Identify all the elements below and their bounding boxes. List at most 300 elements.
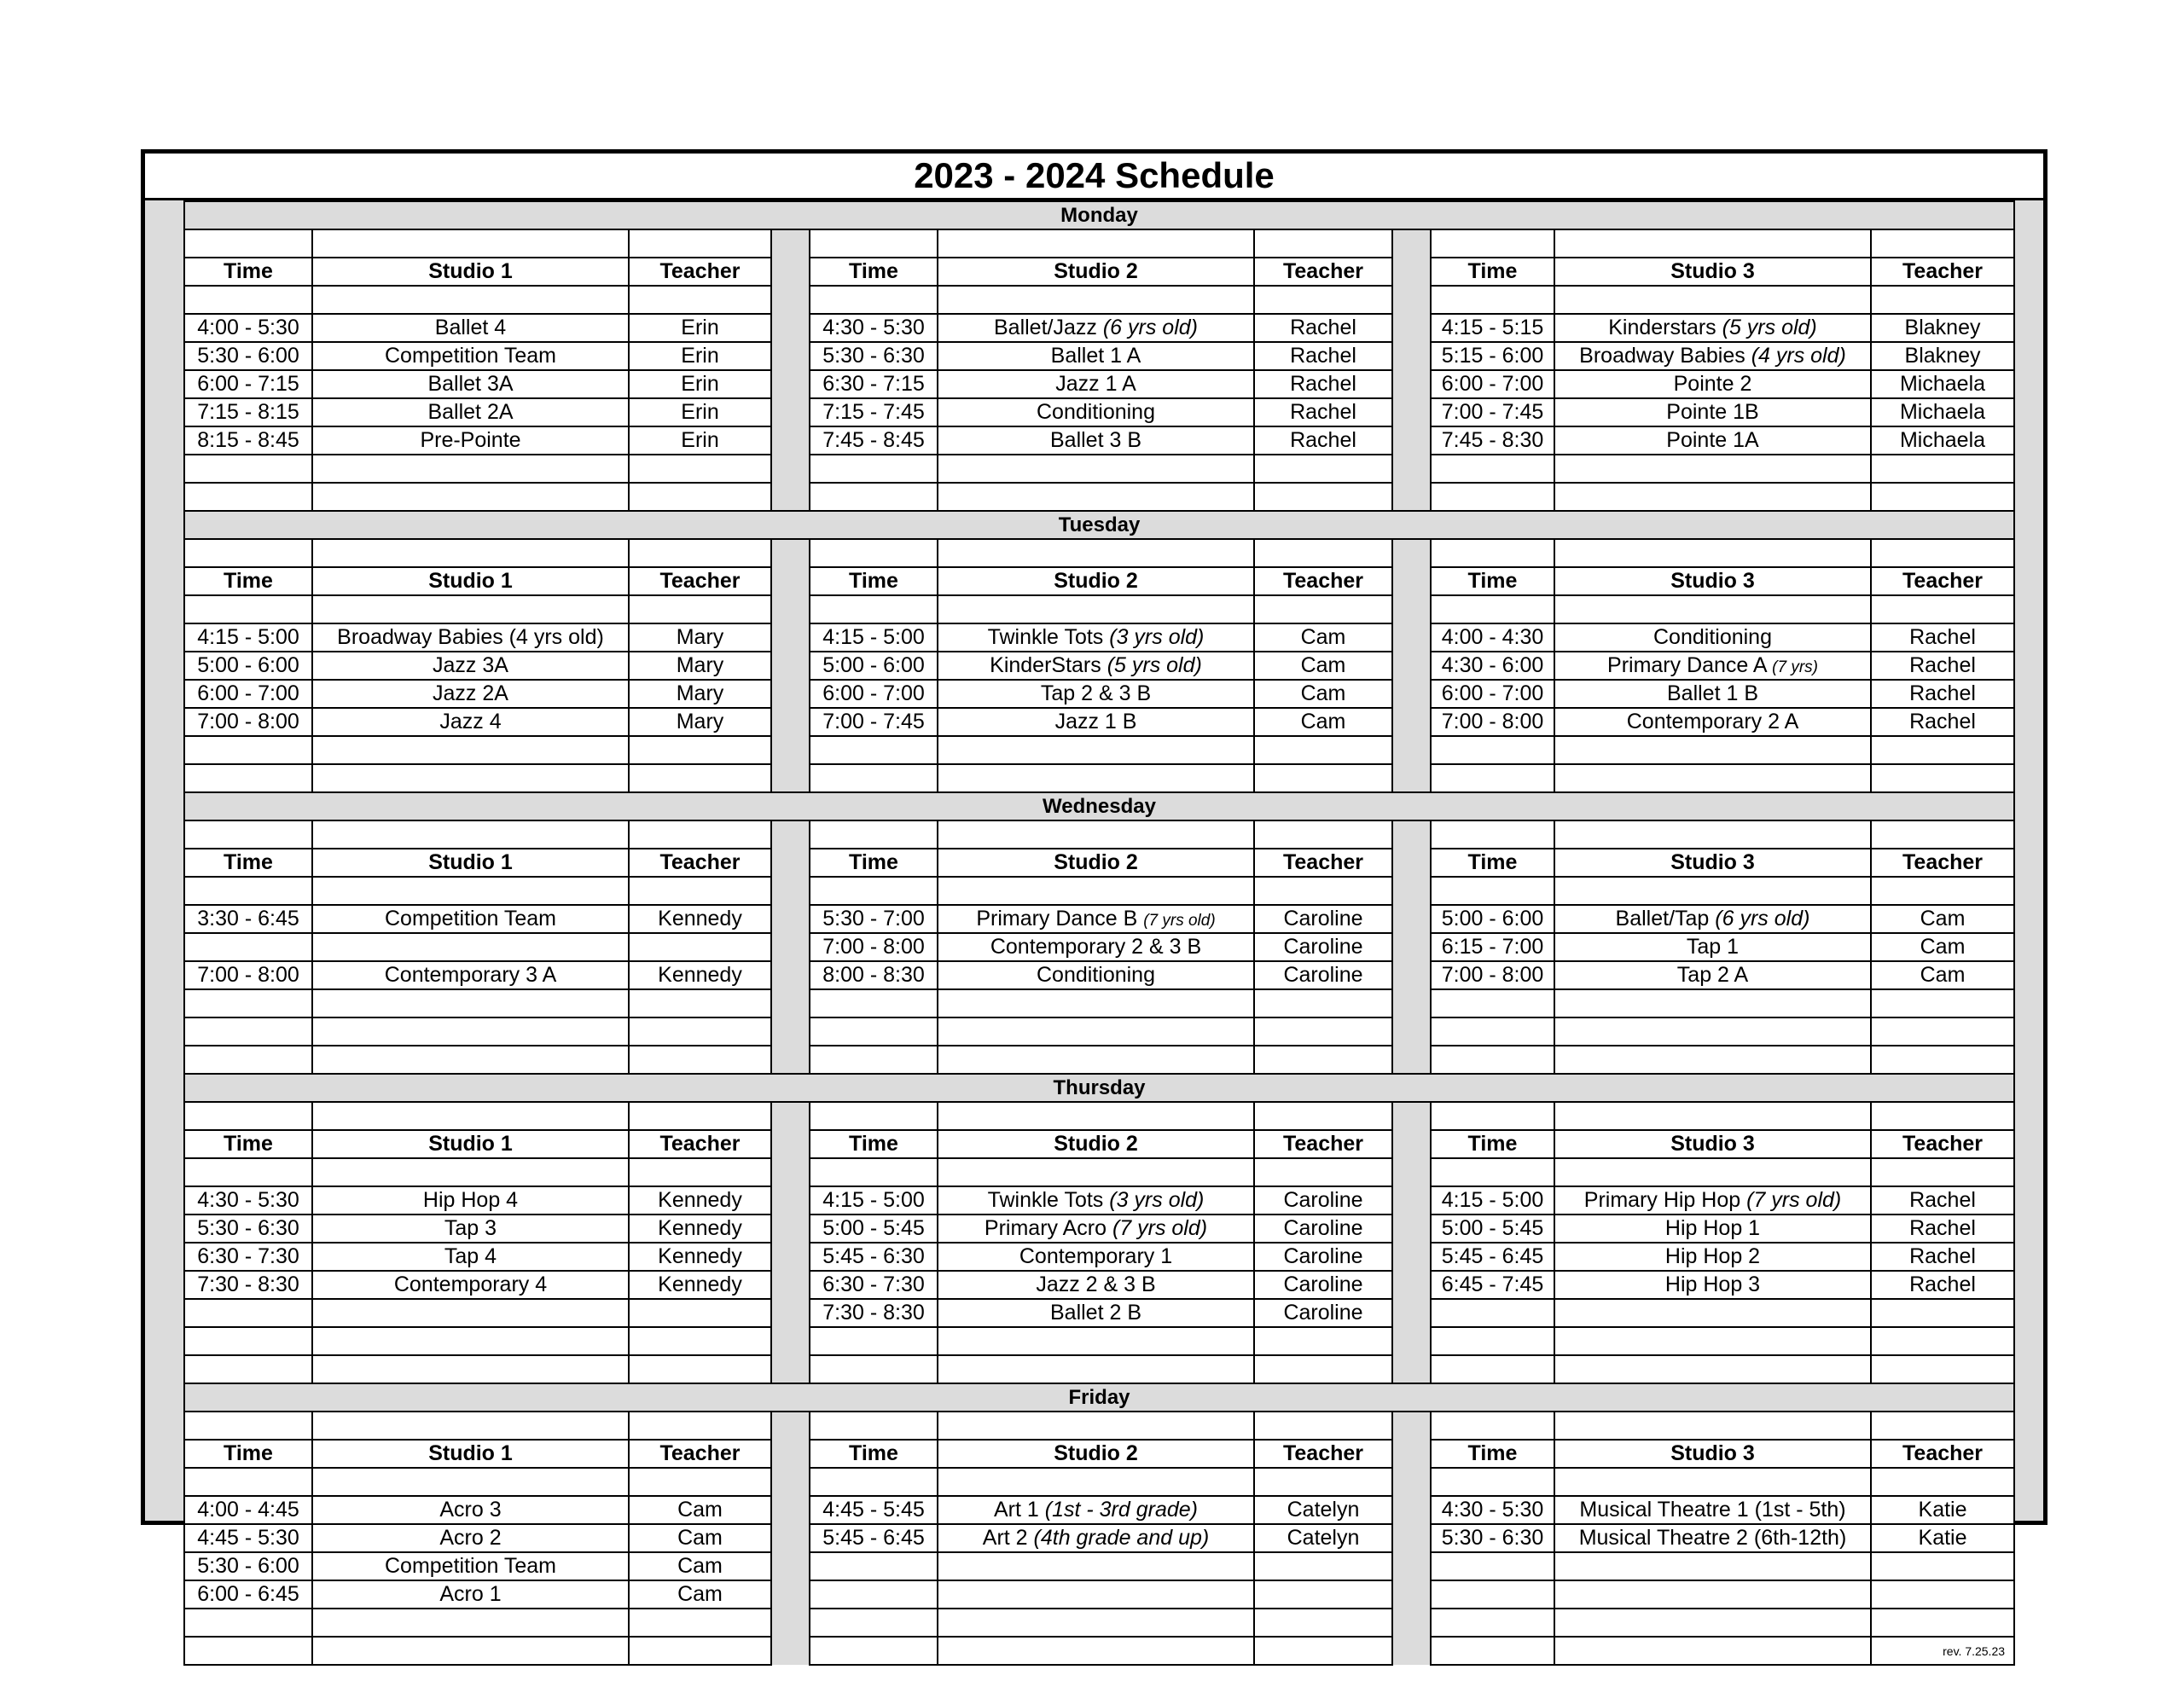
empty-cell xyxy=(1871,1580,2014,1609)
empty-cell xyxy=(938,736,1254,764)
class-title: Acro 3 xyxy=(439,1498,502,1522)
empty-cell xyxy=(312,1102,629,1130)
empty-cell xyxy=(1431,1299,1554,1327)
empty-cell xyxy=(938,1102,1254,1130)
class-title: Jazz 1 B xyxy=(1054,710,1137,733)
class-name xyxy=(938,1524,1254,1552)
empty-cell xyxy=(1431,1580,1554,1609)
empty-cell xyxy=(810,1552,938,1580)
studio-header: Studio 3 xyxy=(1554,1130,1871,1158)
empty-cell xyxy=(1431,1412,1554,1440)
class-title: Pointe 2 xyxy=(1673,372,1752,396)
class-teacher: Erin xyxy=(629,314,771,342)
class-name xyxy=(1554,342,1871,370)
class-title: Broadway Babies (4 yrs old) xyxy=(337,625,604,649)
class-name xyxy=(312,623,629,652)
class-teacher: Rachel xyxy=(1871,1215,2014,1243)
empty-cell xyxy=(1554,820,1871,849)
empty-cell xyxy=(629,1299,771,1327)
class-title: Ballet 2 B xyxy=(1049,1301,1141,1325)
empty-cell xyxy=(938,455,1254,483)
empty-cell xyxy=(1871,483,2014,511)
empty-cell xyxy=(1871,1158,2014,1186)
empty-cell xyxy=(938,595,1254,623)
empty-cell xyxy=(629,736,771,764)
empty-cell xyxy=(1431,539,1554,567)
table-row xyxy=(184,820,2014,849)
empty-cell xyxy=(810,455,938,483)
empty-cell xyxy=(1254,736,1392,764)
class-time: 4:30 - 5:30 xyxy=(1431,1496,1554,1524)
table-row xyxy=(184,286,2014,314)
class-name xyxy=(938,398,1254,426)
empty-cell xyxy=(1554,455,1871,483)
studio-header: Studio 1 xyxy=(312,849,629,877)
table-row xyxy=(184,792,2014,820)
class-time: 5:30 - 6:30 xyxy=(1431,1524,1554,1552)
class-teacher: Cam xyxy=(1254,623,1392,652)
class-title: KinderStars xyxy=(990,653,1107,677)
table-row xyxy=(184,511,2014,539)
empty-cell xyxy=(184,989,312,1017)
empty-cell xyxy=(1431,483,1554,511)
empty-cell xyxy=(1554,1580,1871,1609)
empty-cell xyxy=(184,820,312,849)
empty-cell xyxy=(1871,1017,2014,1046)
class-name xyxy=(312,1243,629,1271)
table-row xyxy=(184,1440,2014,1468)
empty-cell xyxy=(1254,595,1392,623)
class-time: 6:00 - 7:00 xyxy=(184,680,312,708)
empty-cell xyxy=(810,877,938,905)
class-time: 5:00 - 6:00 xyxy=(184,652,312,680)
empty-cell xyxy=(1554,1158,1871,1186)
class-name xyxy=(1554,905,1871,933)
studio-header: Studio 2 xyxy=(938,849,1254,877)
class-time: 8:00 - 8:30 xyxy=(810,961,938,989)
schedule-frame xyxy=(141,149,2048,1658)
class-teacher: Erin xyxy=(629,426,771,455)
class-time: 7:15 - 8:15 xyxy=(184,398,312,426)
empty-cell xyxy=(1554,595,1871,623)
table-row xyxy=(184,1102,2014,1130)
empty-cell xyxy=(1254,455,1392,483)
class-title: Contemporary 2 & 3 B xyxy=(990,935,1202,959)
class-time: 6:00 - 7:15 xyxy=(184,370,312,398)
class-title: Tap 1 xyxy=(1686,935,1740,959)
table-row xyxy=(184,1074,2014,1102)
empty-cell xyxy=(1431,1552,1554,1580)
class-title: Ballet 3 B xyxy=(1049,428,1141,452)
empty-cell xyxy=(184,483,312,511)
empty-cell xyxy=(184,1412,312,1440)
empty-cell xyxy=(629,455,771,483)
class-teacher: Rachel xyxy=(1254,426,1392,455)
class-title: Conditioning xyxy=(1037,400,1155,424)
class-teacher: Erin xyxy=(629,342,771,370)
table-row xyxy=(184,539,2014,567)
empty-cell xyxy=(312,1158,629,1186)
schedule-grid xyxy=(145,200,2043,1658)
class-teacher: Rachel xyxy=(1254,398,1392,426)
empty-cell xyxy=(1871,989,2014,1017)
page-title: 2023 - 2024 Schedule xyxy=(145,154,2043,200)
class-title: Ballet 2A xyxy=(427,400,514,424)
empty-cell xyxy=(1554,1046,1871,1074)
time-header: Time xyxy=(184,258,312,286)
class-time: 7:45 - 8:45 xyxy=(810,426,938,455)
time-header: Time xyxy=(1431,258,1554,286)
empty-cell xyxy=(312,877,629,905)
class-name xyxy=(1554,1215,1871,1243)
class-name xyxy=(1554,398,1871,426)
time-header: Time xyxy=(184,849,312,877)
class-title: Contemporary 4 xyxy=(393,1272,548,1296)
empty-cell xyxy=(1254,1102,1392,1130)
class-teacher: Erin xyxy=(629,370,771,398)
class-name xyxy=(312,652,629,680)
class-name xyxy=(312,1186,629,1215)
class-name xyxy=(312,1215,629,1243)
class-name xyxy=(938,1215,1254,1243)
empty-cell xyxy=(1871,1046,2014,1074)
class-time: 6:45 - 7:45 xyxy=(1431,1271,1554,1299)
class-name xyxy=(938,905,1254,933)
class-name xyxy=(938,1271,1254,1299)
empty-cell xyxy=(629,1412,771,1440)
class-name xyxy=(938,342,1254,370)
class-teacher: Rachel xyxy=(1871,680,2014,708)
empty-cell xyxy=(1254,1609,1392,1637)
class-name xyxy=(938,680,1254,708)
day-header: Friday xyxy=(184,1383,2014,1412)
class-title: Ballet 1 B xyxy=(1666,681,1758,705)
studio-header: Studio 3 xyxy=(1554,258,1871,286)
class-title: Jazz 4 xyxy=(439,710,502,733)
teacher-header: Teacher xyxy=(1871,258,2014,286)
class-title: Contemporary 3 A xyxy=(384,963,557,987)
teacher-header: Teacher xyxy=(1871,567,2014,595)
class-teacher: Cam xyxy=(629,1496,771,1524)
class-teacher: Erin xyxy=(629,398,771,426)
column-gap xyxy=(771,1102,810,1383)
empty-cell xyxy=(312,455,629,483)
table-row xyxy=(184,1243,2014,1271)
class-teacher: Mary xyxy=(629,708,771,736)
empty-cell xyxy=(184,1299,312,1327)
class-time: 7:00 - 7:45 xyxy=(1431,398,1554,426)
class-name xyxy=(1554,1243,1871,1271)
class-name xyxy=(1554,708,1871,736)
empty-cell xyxy=(629,1158,771,1186)
class-title: Conditioning xyxy=(1037,963,1155,987)
class-age-note: (6 yrs old) xyxy=(1102,316,1198,339)
class-time: 5:30 - 6:30 xyxy=(184,1215,312,1243)
time-header: Time xyxy=(184,567,312,595)
empty-cell xyxy=(312,1017,629,1046)
class-title: Tap 4 xyxy=(444,1244,497,1268)
class-title: Ballet/Jazz xyxy=(994,316,1103,339)
empty-cell xyxy=(1431,1102,1554,1130)
class-title: Tap 3 xyxy=(444,1216,497,1240)
class-teacher: Rachel xyxy=(1871,652,2014,680)
class-time: 7:00 - 8:00 xyxy=(184,708,312,736)
empty-cell xyxy=(312,1468,629,1496)
class-name xyxy=(312,1552,629,1580)
class-time: 7:00 - 8:00 xyxy=(1431,708,1554,736)
table-row xyxy=(184,567,2014,595)
class-name xyxy=(938,623,1254,652)
class-title: Broadway Babies xyxy=(1579,344,1751,368)
table-row xyxy=(184,877,2014,905)
empty-cell xyxy=(184,1158,312,1186)
class-title: Contemporary 2 A xyxy=(1626,710,1799,733)
class-title: Twinkle Tots xyxy=(987,1188,1110,1212)
table-row xyxy=(184,398,2014,426)
studio-header: Studio 2 xyxy=(938,1130,1254,1158)
empty-cell xyxy=(810,989,938,1017)
class-title: Art 2 xyxy=(982,1526,1034,1550)
empty-cell xyxy=(312,1046,629,1074)
empty-cell xyxy=(938,764,1254,792)
empty-cell xyxy=(810,1637,938,1665)
empty-cell xyxy=(629,1102,771,1130)
empty-cell xyxy=(1254,1637,1392,1665)
class-time: 5:30 - 6:00 xyxy=(184,1552,312,1580)
class-name xyxy=(1554,961,1871,989)
class-time: 4:30 - 6:00 xyxy=(1431,652,1554,680)
class-name xyxy=(312,398,629,426)
class-time: 8:15 - 8:45 xyxy=(184,426,312,455)
class-time: 6:00 - 7:00 xyxy=(1431,370,1554,398)
empty-cell xyxy=(312,229,629,258)
column-gap xyxy=(771,1412,810,1665)
teacher-header: Teacher xyxy=(1254,258,1392,286)
class-title: Hip Hop 1 xyxy=(1664,1216,1761,1240)
class-name xyxy=(1554,1186,1871,1215)
class-name xyxy=(938,426,1254,455)
class-title: Pre-Pointe xyxy=(420,428,521,452)
empty-cell xyxy=(1431,820,1554,849)
class-time: 6:30 - 7:30 xyxy=(184,1243,312,1271)
class-teacher: Caroline xyxy=(1254,1243,1392,1271)
table-row xyxy=(184,623,2014,652)
empty-cell xyxy=(1254,1046,1392,1074)
table-row xyxy=(184,1609,2014,1637)
empty-cell xyxy=(1871,820,2014,849)
class-age-note: (7 yrs old) xyxy=(1112,1216,1208,1240)
class-teacher: Rachel xyxy=(1254,342,1392,370)
table-row xyxy=(184,1186,2014,1215)
empty-cell xyxy=(1431,1017,1554,1046)
class-name xyxy=(1554,314,1871,342)
empty-cell xyxy=(1871,1102,2014,1130)
empty-cell xyxy=(1254,1355,1392,1383)
class-teacher: Kennedy xyxy=(629,1186,771,1215)
teacher-header: Teacher xyxy=(629,567,771,595)
class-teacher: Rachel xyxy=(1254,314,1392,342)
class-title: Ballet 3A xyxy=(427,372,514,396)
column-gap xyxy=(771,539,810,792)
teacher-header: Teacher xyxy=(1871,849,2014,877)
empty-cell xyxy=(184,595,312,623)
studio-header: Studio 3 xyxy=(1554,1440,1871,1468)
empty-cell xyxy=(938,1412,1254,1440)
class-teacher: Caroline xyxy=(1254,1186,1392,1215)
empty-cell xyxy=(1431,286,1554,314)
teacher-header: Teacher xyxy=(1871,1440,2014,1468)
empty-cell xyxy=(629,595,771,623)
empty-cell xyxy=(1554,1327,1871,1355)
class-time: 6:00 - 7:00 xyxy=(1431,680,1554,708)
empty-cell xyxy=(810,1468,938,1496)
empty-cell xyxy=(1554,1637,1871,1665)
empty-cell xyxy=(1431,1046,1554,1074)
class-name xyxy=(312,933,629,961)
class-teacher: Blakney xyxy=(1871,314,2014,342)
class-teacher: Kennedy xyxy=(629,1271,771,1299)
empty-cell xyxy=(938,1468,1254,1496)
class-title: Tap 2 A xyxy=(1676,963,1749,987)
day-header: Thursday xyxy=(184,1074,2014,1102)
empty-cell xyxy=(1871,229,2014,258)
empty-cell xyxy=(1254,1468,1392,1496)
studio-header: Studio 3 xyxy=(1554,849,1871,877)
table-row xyxy=(184,849,2014,877)
empty-cell xyxy=(629,820,771,849)
table-row xyxy=(184,342,2014,370)
empty-cell xyxy=(1254,1158,1392,1186)
empty-cell xyxy=(810,1355,938,1383)
empty-cell xyxy=(1254,539,1392,567)
class-name xyxy=(938,708,1254,736)
class-name xyxy=(312,905,629,933)
class-time: 3:30 - 6:45 xyxy=(184,905,312,933)
class-title: Jazz 3A xyxy=(433,653,508,677)
teacher-header: Teacher xyxy=(1254,1440,1392,1468)
class-name xyxy=(938,1496,1254,1524)
class-title: Jazz 1 A xyxy=(1055,372,1136,396)
revision-note: rev. 7.25.23 xyxy=(1871,1637,2014,1665)
empty-cell xyxy=(312,1355,629,1383)
class-time: 4:15 - 5:00 xyxy=(184,623,312,652)
class-title: Contemporary 1 xyxy=(1019,1244,1173,1268)
empty-cell xyxy=(184,229,312,258)
column-gap xyxy=(1392,229,1431,511)
class-time: 6:00 - 6:45 xyxy=(184,1580,312,1609)
empty-cell xyxy=(1554,736,1871,764)
empty-cell xyxy=(629,229,771,258)
studio-header: Studio 1 xyxy=(312,1440,629,1468)
teacher-header: Teacher xyxy=(629,1130,771,1158)
class-name xyxy=(938,1299,1254,1327)
class-name xyxy=(1554,680,1871,708)
class-time: 7:15 - 7:45 xyxy=(810,398,938,426)
class-title: Primary Dance B xyxy=(976,907,1144,930)
class-time: 5:45 - 6:45 xyxy=(1431,1243,1554,1271)
empty-cell xyxy=(312,1327,629,1355)
table-row xyxy=(184,595,2014,623)
time-header: Time xyxy=(810,258,938,286)
table-row xyxy=(184,708,2014,736)
class-title: Twinkle Tots xyxy=(987,625,1110,649)
empty-cell xyxy=(312,286,629,314)
class-time: 5:00 - 5:45 xyxy=(810,1215,938,1243)
empty-cell xyxy=(1431,1468,1554,1496)
empty-cell xyxy=(312,736,629,764)
class-teacher: Michaela xyxy=(1871,426,2014,455)
class-time: 4:30 - 5:30 xyxy=(184,1186,312,1215)
time-header: Time xyxy=(1431,849,1554,877)
empty-cell xyxy=(629,1609,771,1637)
class-name xyxy=(938,652,1254,680)
teacher-header: Teacher xyxy=(629,1440,771,1468)
class-name xyxy=(312,370,629,398)
class-title: Hip Hop 2 xyxy=(1664,1244,1761,1268)
class-time: 4:15 - 5:15 xyxy=(1431,314,1554,342)
class-time: 7:00 - 8:00 xyxy=(810,933,938,961)
empty-cell xyxy=(1554,764,1871,792)
table-row xyxy=(184,1271,2014,1299)
empty-cell xyxy=(1554,1017,1871,1046)
empty-cell xyxy=(938,989,1254,1017)
empty-cell xyxy=(1554,1552,1871,1580)
time-header: Time xyxy=(810,849,938,877)
teacher-header: Teacher xyxy=(629,258,771,286)
studio-header: Studio 2 xyxy=(938,1440,1254,1468)
class-time: 4:30 - 5:30 xyxy=(810,314,938,342)
class-time: 7:30 - 8:30 xyxy=(810,1299,938,1327)
empty-cell xyxy=(629,877,771,905)
class-teacher: Cam xyxy=(629,1524,771,1552)
class-name xyxy=(312,708,629,736)
table-row xyxy=(184,1299,2014,1327)
empty-cell xyxy=(184,1046,312,1074)
empty-cell xyxy=(1431,1609,1554,1637)
class-teacher: Cam xyxy=(629,1552,771,1580)
empty-cell xyxy=(938,539,1254,567)
class-time: 5:00 - 6:00 xyxy=(810,652,938,680)
empty-cell xyxy=(938,286,1254,314)
empty-cell xyxy=(1254,483,1392,511)
empty-cell xyxy=(1554,1299,1871,1327)
empty-cell xyxy=(629,1355,771,1383)
class-time: 6:30 - 7:15 xyxy=(810,370,938,398)
class-teacher: Rachel xyxy=(1871,1271,2014,1299)
column-gap xyxy=(1392,820,1431,1074)
table-row xyxy=(184,1355,2014,1383)
empty-cell xyxy=(1431,1327,1554,1355)
class-title: Jazz 2 & 3 B xyxy=(1036,1272,1156,1296)
class-teacher: Blakney xyxy=(1871,342,2014,370)
table-row xyxy=(184,1327,2014,1355)
table-row xyxy=(184,1215,2014,1243)
empty-cell xyxy=(312,1412,629,1440)
time-header: Time xyxy=(1431,567,1554,595)
class-time: 5:15 - 6:00 xyxy=(1431,342,1554,370)
empty-cell xyxy=(810,1046,938,1074)
empty-cell xyxy=(1431,1355,1554,1383)
empty-cell xyxy=(629,539,771,567)
empty-cell xyxy=(810,286,938,314)
empty-cell xyxy=(312,1299,629,1327)
teacher-header: Teacher xyxy=(1254,567,1392,595)
class-teacher: Rachel xyxy=(1871,623,2014,652)
empty-cell xyxy=(938,1017,1254,1046)
empty-cell xyxy=(1254,1580,1392,1609)
class-time: 7:00 - 8:00 xyxy=(1431,961,1554,989)
table-row xyxy=(184,229,2014,258)
